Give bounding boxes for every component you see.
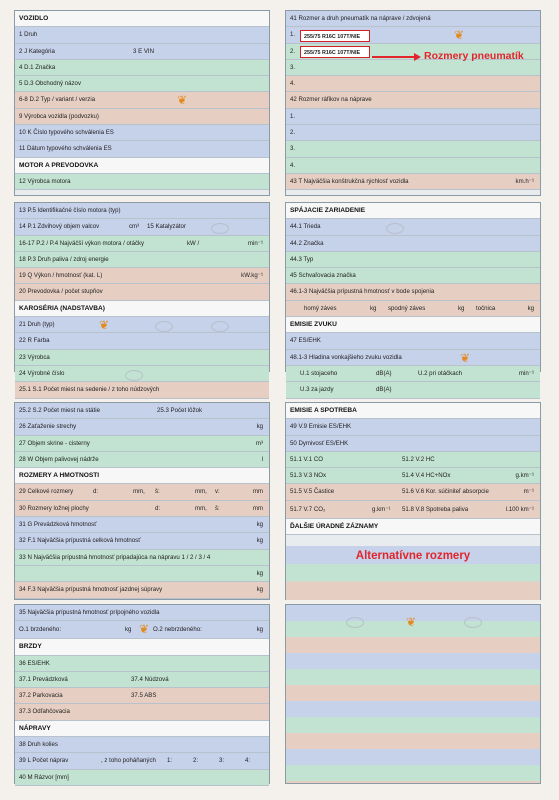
field-farba: 22 R Farba	[15, 333, 269, 349]
field-cislo-schvalenia: 10 K Číslo typového schválenia ES	[15, 125, 269, 141]
field-vyrobne-cislo: 24 Výrobné číslo	[15, 366, 269, 382]
panel-emisie-spotreba	[285, 402, 541, 600]
seal-watermark-icon	[211, 321, 229, 332]
field-znacka: 4 D.1 Značka	[15, 60, 269, 76]
field-celkove-rozmery: 29 Celkové rozmery d: mm, š: mm, v: mm	[15, 484, 269, 500]
field-stojaceho: U.1 stojaceho dB(A) U.2 pri otáčkach min⁻¹	[286, 366, 540, 382]
arrow-right-icon	[372, 56, 416, 58]
field-typ-variant: 6-8 D.2 Typ / variant / verzia ❦	[15, 92, 269, 108]
field-rozmer-rafikov: 42 Rozmer ráfikov na nápravе	[286, 92, 540, 108]
field-hmotnost-bod-spojenia: 46.1-3 Najväčšia prípustná hmotnosť v bode spojenia	[286, 284, 540, 300]
field-najvacsi-vykon: 16-17 P.2 / P.4 Najväčší výkon motora / otáčky kW / min⁻¹	[15, 236, 269, 252]
field-druh-kolies: 38 Druh kolies	[15, 737, 269, 753]
field-co-hc: 51.1 V.1 CO 51.2 V.2 HC	[286, 452, 540, 468]
field-pneumatika-1: 1. ❦	[286, 27, 540, 43]
field-objem-nadrze: 28 W Objem palivovej nádrže l	[15, 452, 269, 468]
field-nudzova-brzda: 37.4 Núdzová	[131, 675, 169, 683]
seal-watermark-icon	[155, 321, 173, 332]
field-dymivost: 50 Dymivosť ES/EHK	[286, 436, 540, 452]
panel-pneumatiky	[285, 10, 541, 196]
field-parkovacia-brzda: 37.2 Parkovacia 37.5 ABS	[15, 688, 269, 704]
field-pocet-miest-sedenie: 25.1 S.1 Počet miest na sedenie / z toho núdzových	[15, 382, 269, 398]
field-brzdy-es-ehk: 36 ES/EHK	[15, 656, 269, 672]
field-zdvihovy-objem: 14 P.1 Zdvihový objem valcov cm³ 15 Katalyzátor	[15, 219, 269, 235]
field-trieda: 44.1 Trieda	[286, 219, 540, 235]
field-prevadzkova-brzda: 37.1 Prevádzková 37.4 Núdzová	[15, 672, 269, 688]
panel-motor-karoseria	[14, 202, 270, 394]
arrow-head-icon	[414, 53, 421, 61]
field-odlahcovacia-brzda: 37.3 Odľahčovacia	[15, 704, 269, 720]
hologram-emblem-icon: ❦	[176, 93, 188, 108]
panel-brzdy-napravy	[14, 604, 270, 784]
section-title-napravy: NÁPRAVY	[15, 721, 269, 737]
field-vyrobca-karoserie: 23 Výrobca	[15, 350, 269, 366]
field-objem-skrine: 27 Objem skrine - cisterny m³	[15, 436, 269, 452]
tire-size-box-1: 255/75 R16C 107T/NIE	[300, 30, 370, 42]
field-kategoria: 2 J Kategória 3 E VIN	[15, 44, 269, 60]
field-pocet-naprav: 39 L Počet náprav , z toho poháňaných 1: 2: 3: 4:	[15, 753, 269, 769]
hologram-emblem-icon: ❦	[405, 615, 417, 629]
field-schvalovacia-znacka: 45 Schvaľovacia značka	[286, 268, 540, 284]
hologram-emblem-icon: ❦	[98, 318, 110, 333]
section-title-karoseria: KAROSÉRIA (NADSTAVBA)	[15, 301, 269, 317]
field-vin: 3 E VIN	[133, 47, 154, 55]
callout-rozmery-pneumatik: Rozmery pneumatík	[424, 50, 524, 62]
field-hmotnost-naprava-value: kg	[15, 566, 269, 582]
alternative-dimensions-area	[286, 546, 540, 600]
seal-watermark-icon	[211, 223, 229, 234]
field-co2-spotreba: 51.7 V.7 CO₂ g.km⁻¹ 51.8 V.8 Spotreba paliva l.100 km⁻¹	[286, 501, 540, 519]
section-title-motor: MOTOR A PREVODOVKA	[15, 158, 269, 174]
field-brzdeneho: O.1 brzdeného: kg ❦ O.2 nebrzdeného: kg	[15, 621, 269, 639]
panel-blank	[285, 604, 541, 784]
seal-watermark-icon	[346, 617, 364, 628]
field-druh-karoserie: 21 Druh (typ) ❦	[15, 317, 269, 333]
section-title-brzdy: BRZDY	[15, 639, 269, 655]
callout-alternativne-rozmery: Alternatívne rozmery	[355, 550, 471, 562]
field-hmotnost-pripojneho: 35 Najväčšia prípustná hmotnosť prípojného vozidla	[15, 605, 269, 621]
section-title-rozmery: ROZMERY A HMOTNOSTI	[15, 468, 269, 484]
field-pneumatika-4: 4.	[286, 76, 540, 92]
field-vyrobca-motora: 12 Výrobca motora	[15, 174, 269, 190]
field-hmotnost-supravy: 34 F.3 Najväčšia prípustná hmotnosť jazdnej súpravy kg	[15, 582, 269, 598]
field-rafik-4: 4.	[286, 158, 540, 174]
field-pocet-miest-statie: 25.2 S.2 Počet miest na státie 25.3 Počet lôžok	[15, 403, 269, 419]
field-max-rychlost: 43 T Najväčšia konštrukčná rýchlosť vozidla km.h⁻¹	[286, 174, 540, 190]
section-title-dalsie-zaznamy: ĎALŠIE ÚRADNÉ ZÁZNAMY	[286, 519, 540, 535]
field-hladina-zvuku: 48.1-3 Hladina vonkajšieho zvuku vozidla ❦	[286, 350, 540, 366]
field-nebrzdeneho: O.2 nebrzdeného:	[153, 626, 202, 634]
field-pri-otackach: U.2 pri otáčkach	[418, 369, 463, 377]
field-druh: 1 Druh	[15, 27, 269, 43]
field-prevodovka: 20 Prevodovka / počet stupňov	[15, 284, 269, 300]
field-abs: 37.5 ABS	[131, 692, 157, 700]
section-title-vozidlo: VOZIDLO	[15, 11, 269, 27]
field-nox-hcnox: 51.3 V.3 NOx 51.4 V.4 HC+NOx g.km⁻¹	[286, 468, 540, 484]
panel-rozmery-hmotnosti	[14, 402, 270, 600]
field-katalyzator: 15 Katalyzátor	[147, 223, 186, 231]
seal-watermark-icon	[125, 370, 143, 381]
field-zatazenie-strechy: 26 Zaťaženie strechy kg	[15, 419, 269, 435]
panel-spajacie-zvuk	[285, 202, 541, 394]
field-typ-spajacie: 44.3 Typ	[286, 252, 540, 268]
field-identifikacne-cislo-motora: 13 P.5 Identifikačné číslo motora (typ)	[15, 203, 269, 219]
section-title-emisie-zvuku: EMISIE ZVUKU	[286, 317, 540, 333]
section-title-emisie-spotreba: EMISIE A SPOTREBA	[286, 403, 540, 419]
field-emisie-es-ehk: 49 V.9 Emisie ES/EHK	[286, 419, 540, 435]
field-pneumatika-2: 2.	[286, 44, 540, 60]
hologram-emblem-icon: ❦	[453, 28, 465, 43]
field-datum-schvalenia: 11 Dátum typového schválenia ES	[15, 141, 269, 157]
section-title-spajacie: SPÁJACIE ZARIADENIE	[286, 203, 540, 219]
field-celkova-hmotnost: 32 F.1 Najväčšia prípustná celková hmotnosť kg	[15, 533, 269, 549]
field-razvor: 40 M Rázvor [mm]	[15, 770, 269, 786]
field-za-jazdy: U.3 za jazdy dB(A)	[286, 382, 540, 398]
field-rafik-3: 3.	[286, 141, 540, 157]
seal-watermark-icon	[386, 223, 404, 234]
field-znacka-spajacie: 44.2 Značka	[286, 236, 540, 252]
tire-size-box-2: 255/75 R16C 107T/NIE	[300, 46, 370, 58]
panel-vozidlo	[14, 10, 270, 196]
field-vykon-hmotnost: 19 Q Výkon / hmotnosť (kat. L) kW.kg⁻¹	[15, 268, 269, 284]
field-rozmery-loznej-plochy: 30 Rozmery ložnej plochy d: mm, š: mm	[15, 501, 269, 517]
hologram-emblem-icon: ❦	[459, 350, 471, 365]
field-zvuk-es-ehk: 47 ES/EHK	[286, 333, 540, 349]
hologram-emblem-icon: ❦	[138, 622, 150, 637]
field-prevadzkova-hmotnost: 31 G Prevádzková hmotnosť kg	[15, 517, 269, 533]
field-rozmer-pneumatik: 41 Rozmer a druh pneumatík na nápravе / zdvojená	[286, 11, 540, 27]
field-zavesy: homý záves kg spodný záves kg točnica kg	[286, 301, 540, 317]
field-pneumatika-3: 3.	[286, 60, 540, 76]
field-druh-paliva: 18 P.3 Druh paliva / zdroj energie	[15, 252, 269, 268]
field-rafik-2: 2.	[286, 125, 540, 141]
field-pocet-lozok: 25.3 Počet lôžok	[157, 407, 203, 414]
field-castice-absorpcia: 51.5 V.5 Častice 51.6 V.6 Kor. súčiniteľ absorpcie m⁻¹	[286, 484, 540, 500]
field-rafik-1: 1.	[286, 109, 540, 125]
field-hmotnost-naprava: 33 N Najväčšia prípustná hmotnosť pripadajúca na nápravu 1 / 2 / 3 / 4	[15, 550, 269, 566]
seal-watermark-icon	[464, 617, 482, 628]
field-vyrobca-vozidla: 9 Výrobca vozidla (podvozku)	[15, 109, 269, 125]
field-obchodny-nazov: 5 D.3 Obchodný názov	[15, 76, 269, 92]
